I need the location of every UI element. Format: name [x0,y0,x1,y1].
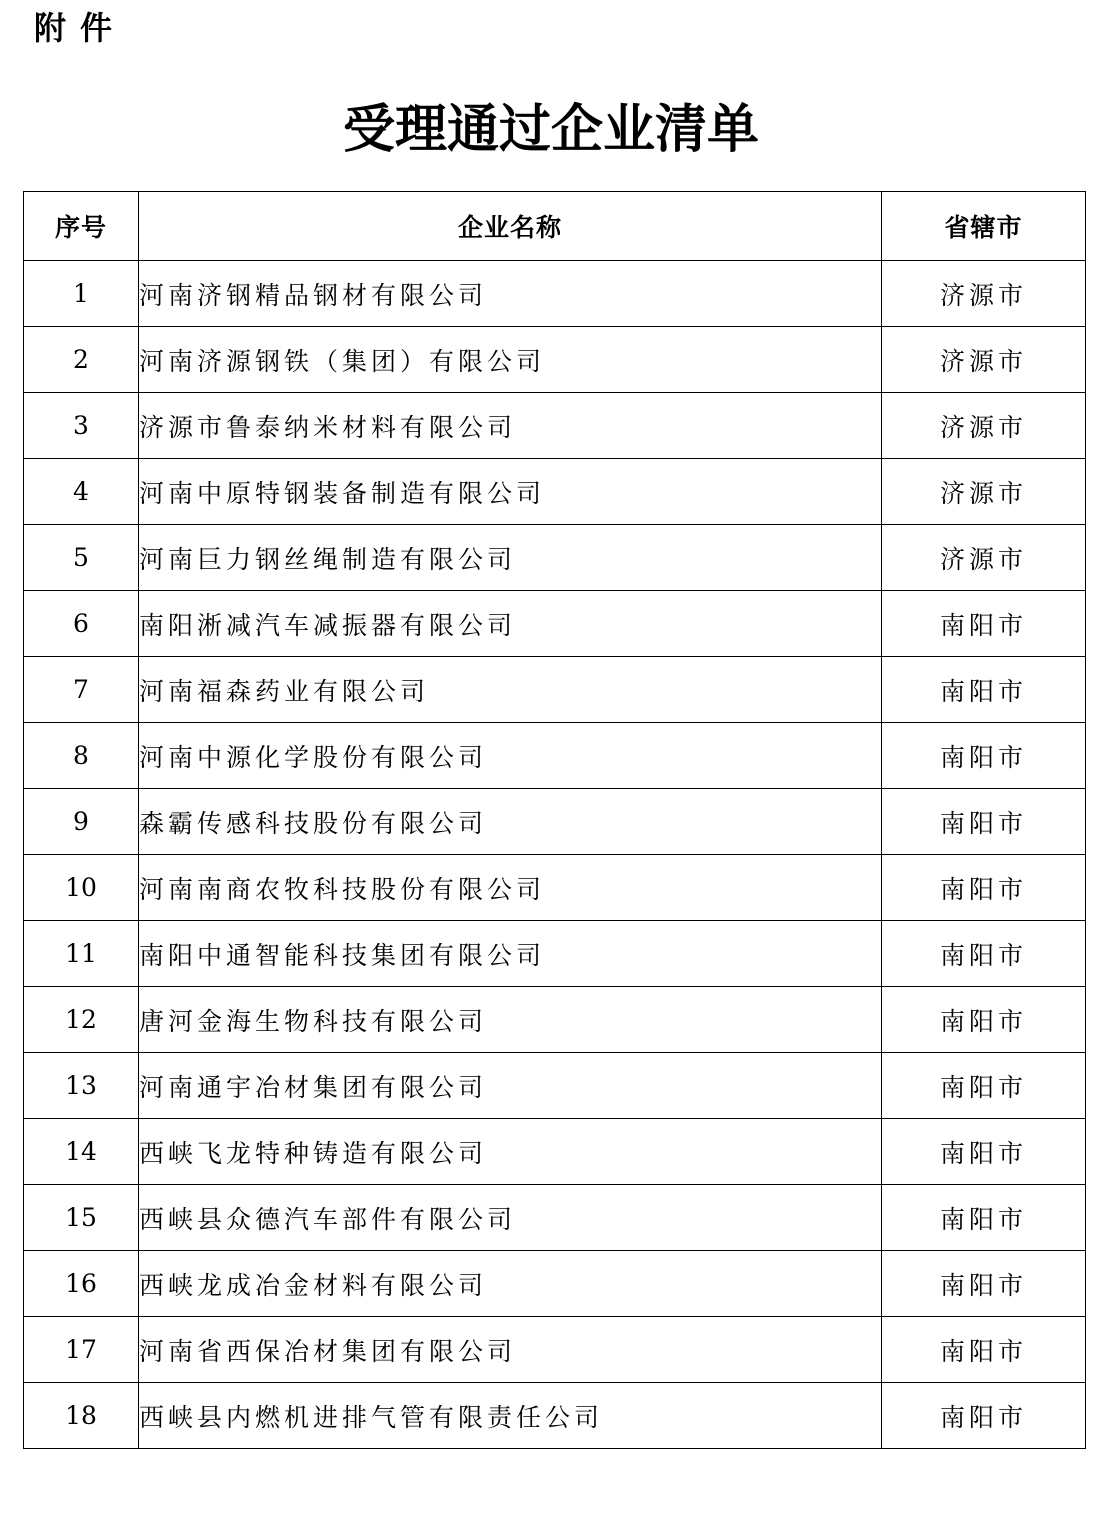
row-enterprise-name: 河南中原特钢装备制造有限公司 [139,459,882,525]
row-index: 15 [24,1185,139,1251]
header-city: 省辖市 [882,192,1086,261]
row-index: 4 [24,459,139,525]
table-row [24,657,1086,723]
row-city: 济源市 [882,459,1086,525]
row-city: 济源市 [882,327,1086,393]
row-city: 南阳市 [882,657,1086,723]
row-enterprise-name: 济源市鲁泰纳米材料有限公司 [139,393,882,459]
row-index: 18 [24,1383,139,1449]
row-enterprise-name: 西峡县众德汽车部件有限公司 [139,1185,882,1251]
row-enterprise-name: 南阳中通智能科技集团有限公司 [139,921,882,987]
row-index: 14 [24,1119,139,1185]
enterprise-table [23,191,1086,1449]
row-enterprise-name: 西峡县内燃机进排气管有限责任公司 [139,1383,882,1449]
table-row [24,1119,1086,1185]
row-index: 17 [24,1317,139,1383]
row-index: 12 [24,987,139,1053]
table-row [24,459,1086,525]
row-index: 10 [24,855,139,921]
row-index: 8 [24,723,139,789]
row-enterprise-name: 唐河金海生物科技有限公司 [139,987,882,1053]
row-city: 南阳市 [882,1383,1086,1449]
row-city: 南阳市 [882,855,1086,921]
row-city: 南阳市 [882,1251,1086,1317]
row-enterprise-name: 河南省西保冶材集团有限公司 [139,1317,882,1383]
row-enterprise-name: 河南济钢精品钢材有限公司 [139,261,882,327]
table-row [24,1185,1086,1251]
row-city: 南阳市 [882,921,1086,987]
attachment-label: 附件 [34,9,127,47]
row-city: 南阳市 [882,1185,1086,1251]
table-row [24,789,1086,855]
table-row [24,723,1086,789]
row-city: 济源市 [882,261,1086,327]
row-enterprise-name: 河南济源钢铁（集团）有限公司 [139,327,882,393]
table-header-row [24,192,1086,261]
row-index: 13 [24,1053,139,1119]
row-city: 南阳市 [882,789,1086,855]
table-row [24,1053,1086,1119]
row-index: 5 [24,525,139,591]
row-index: 1 [24,261,139,327]
table-row [24,327,1086,393]
row-city: 南阳市 [882,1317,1086,1383]
header-index: 序号 [24,192,139,261]
row-enterprise-name: 南阳淅减汽车减振器有限公司 [139,591,882,657]
row-index: 2 [24,327,139,393]
row-index: 11 [24,921,139,987]
row-index: 6 [24,591,139,657]
table-row [24,261,1086,327]
row-city: 南阳市 [882,1119,1086,1185]
row-city: 南阳市 [882,723,1086,789]
row-index: 3 [24,393,139,459]
header-name: 企业名称 [139,192,882,261]
table-row [24,1317,1086,1383]
table-row [24,855,1086,921]
row-city: 济源市 [882,393,1086,459]
table-row [24,393,1086,459]
row-city: 南阳市 [882,591,1086,657]
row-enterprise-name: 西峡龙成冶金材料有限公司 [139,1251,882,1317]
row-index: 9 [24,789,139,855]
table-row [24,1251,1086,1317]
table-row [24,987,1086,1053]
row-enterprise-name: 西峡飞龙特种铸造有限公司 [139,1119,882,1185]
row-index: 7 [24,657,139,723]
table-row [24,591,1086,657]
row-city: 南阳市 [882,1053,1086,1119]
row-city: 南阳市 [882,987,1086,1053]
row-enterprise-name: 河南通宇冶材集团有限公司 [139,1053,882,1119]
row-city: 济源市 [882,525,1086,591]
row-enterprise-name: 河南福森药业有限公司 [139,657,882,723]
table-row [24,1383,1086,1449]
row-enterprise-name: 河南中源化学股份有限公司 [139,723,882,789]
table-row [24,921,1086,987]
row-enterprise-name: 河南南商农牧科技股份有限公司 [139,855,882,921]
table-row [24,525,1086,591]
document-title: 受理通过企业清单 [342,99,759,160]
row-enterprise-name: 河南巨力钢丝绳制造有限公司 [139,525,882,591]
row-index: 16 [24,1251,139,1317]
row-enterprise-name: 森霸传感科技股份有限公司 [139,789,882,855]
